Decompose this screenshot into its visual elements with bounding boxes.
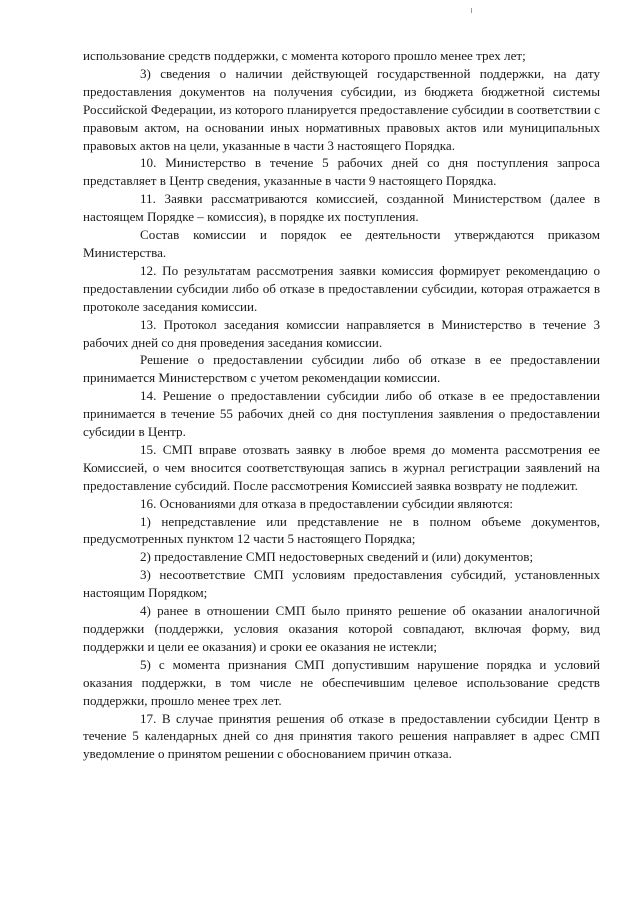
paragraph: 3) сведения о наличии действующей государственной поддержки, на дату предоставления документов на получения субсидии, из бюджета бюджетной системы Российской Федерации, из которого планируется предоставление субсидии в соответствии с правовым актом, на основании иных нормативных правовых актов или муниципальных правовых актов на цели, указанные в части 3 настоящего Порядка.: [83, 65, 600, 153]
paragraph: 4) ранее в отношении СМП было принято решение об оказании аналогичной поддержки (поддержки, условия оказания которой совпадают, включая форму, вид поддержки и цели ее оказания) и сроки ее оказания не истекли;: [83, 603, 600, 654]
paragraph: 13. Протокол заседания комиссии направляется в Министерство в течение 3 рабочих дней со дня проведения заседания комиссии.: [83, 316, 600, 350]
paragraph: 1) непредставление или представление не в полном объеме документов, предусмотренных пунктом 12 части 5 настоящего Порядка;: [83, 513, 600, 547]
paragraph: 3) несоответствие СМП условиям предоставления субсидий, установленных настоящим Порядком;: [83, 567, 600, 601]
paragraph: использование средств поддержки, с момента которого прошло менее трех лет;: [83, 48, 526, 63]
document-body: [83, 47, 600, 763]
paragraph: Состав комиссии и порядок ее деятельности утверждаются приказом Министерства.: [83, 227, 600, 260]
paragraph: 14. Решение о предоставлении субсидии либо об отказе в ее предоставлении принимается в течение 55 рабочих дней со дня поступления заявления о предоставлении субсидии в Центр.: [83, 388, 600, 440]
paragraph: 16. Основаниями для отказа в предоставлении субсидии являются:: [140, 495, 514, 511]
paragraph: 15. СМП вправе отозвать заявку в любое время до момента рассмотрения ее Комиссией, о чем вносится соответствующая запись в журнал регистрации заявлений на предоставление субсидий. После рассмотрения Комиссией заявка возврату не подлежит.: [83, 441, 600, 493]
paragraph: 17. В случае принятия решения об отказе в предоставлении субсидии Центр в течение 5 календарных дней со дня принятия такого решения направляет в адрес СМП уведомление о принятом решении с обоснованием причин отказа.: [83, 710, 600, 762]
scan-mark: [471, 8, 472, 13]
paragraph: Решение о предоставлении субсидии либо об отказе в ее предоставлении принимается Министерством с учетом рекомендации комиссии.: [83, 352, 600, 386]
paragraph: 5) с момента признания СМП допустившим нарушение порядка и условий оказания поддержки, в том числе не обеспечившим целевое использование средств поддержки, прошло менее трех лет.: [83, 656, 600, 708]
paragraph: 2) предоставление СМП недостоверных сведений и (или) документов;: [140, 549, 534, 565]
paragraph: 11. Заявки рассматриваются комиссией, созданной Министерством (далее в настоящем Порядке – комиссия), в порядке их поступления.: [83, 191, 600, 225]
paragraph: 10. Министерство в течение 5 рабочих дней со дня поступления запроса представляет в Центр сведения, указанные в части 9 настоящего Порядка.: [83, 155, 600, 189]
paragraph: 12. По результатам рассмотрения заявки комиссия формирует рекомендацию о предоставлении субсидии либо об отказе в предоставлении субсидии, которая отражается в протоколе заседания комиссии.: [83, 262, 600, 314]
